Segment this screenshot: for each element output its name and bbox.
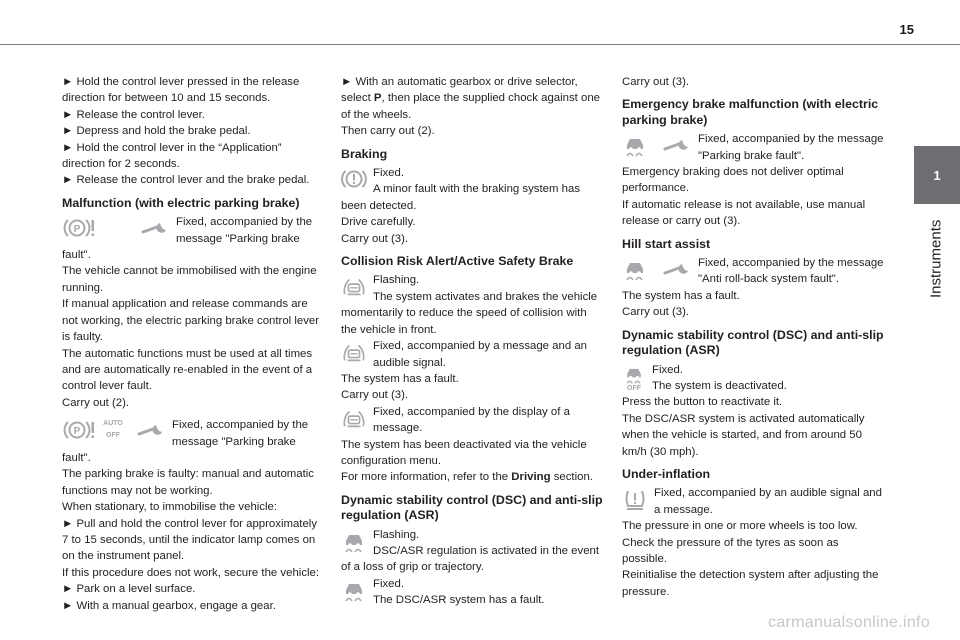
paragraph: The parking brake is faulty: manual and automatic functions may not be working. <box>62 468 314 497</box>
paragraph: Fixed, accompanied by the display of a message. <box>373 405 570 435</box>
paragraph: ► With an automatic gearbox or drive selector, select P, then place the supplied chock against one of the wheels. <box>341 76 601 121</box>
paragraph: Fixed. <box>652 363 684 376</box>
heading-dsc: Dynamic stability control (DSC) and anti-slip regulation (ASR) <box>341 492 603 523</box>
paragraph: The system activates and brakes the vehicle momentarily to reduce the speed of collision with the vehicle in front. <box>341 290 598 336</box>
off-label: OFF <box>627 384 641 392</box>
paragraph: The system has been deactivated via the vehicle configuration menu. <box>341 438 587 467</box>
warning-figure <box>341 166 367 192</box>
off-label: OFF <box>106 432 120 440</box>
column-3 <box>622 74 884 600</box>
parking-brake-warning-icon <box>62 215 96 241</box>
paragraph: Flashing. <box>373 274 420 287</box>
collision-alert-icon <box>341 273 367 299</box>
skid-car-icon <box>622 363 646 385</box>
fig-text: Fixed, accompanied by the message "Anti roll-back system fault". <box>698 257 884 286</box>
paragraph: Reinitialise the detection system after adjusting the pressure. <box>622 569 879 598</box>
paragraph: If manual application and release commands are not working, the electric parking brake control lever is faulty. <box>62 298 320 344</box>
paragraph: A minor fault with the braking system has been detected. <box>341 183 581 212</box>
paragraph: If automatic release is not available, use manual release or carry out (3). <box>622 198 866 228</box>
paragraph: Fixed. <box>373 167 405 180</box>
paragraph: Emergency braking does not deliver optimal performance. <box>622 166 844 195</box>
wrench-icon <box>662 138 692 152</box>
bullet: ► Depress and hold the brake pedal. <box>62 125 251 138</box>
heading-braking: Braking <box>341 146 388 161</box>
bullet: ► Hold the control lever in the “Application” direction for 2 seconds. <box>62 141 282 171</box>
paragraph: Fixed, accompanied by a message and an audible signal. <box>373 340 588 369</box>
chapter-tab[interactable]: 1 <box>914 146 960 204</box>
column-1 <box>62 74 324 614</box>
heading-dsc-off: Dynamic stability control (DSC) and anti-slip regulation (ASR) <box>622 327 884 358</box>
warning-figure <box>341 405 367 431</box>
paragraph: Carry out (2). <box>62 396 130 409</box>
paragraph: Flashing. <box>373 528 420 541</box>
parking-brake-warning-icon <box>62 417 96 443</box>
paragraph: The system is deactivated. <box>652 379 787 392</box>
paragraph: Fixed. <box>373 577 405 590</box>
auto-off-text <box>103 418 123 442</box>
paragraph: Press the button to reactivate it. <box>622 396 783 409</box>
section-label: Instruments <box>927 219 945 299</box>
skid-car-icon <box>622 256 648 282</box>
wrench-icon <box>140 221 170 235</box>
warning-figure <box>622 132 692 158</box>
fig-text: Fixed, accompanied by the message "Parking brake fault". <box>698 133 884 162</box>
paragraph: The vehicle cannot be immobilised with the engine running. <box>62 265 317 294</box>
paragraph: The DSC/ASR system has a fault. <box>373 594 545 607</box>
header-rule <box>0 44 960 45</box>
warning-figure <box>622 363 646 393</box>
auto-label: AUTO <box>103 420 123 428</box>
column-2 <box>341 74 605 609</box>
bullet: ► Pull and hold the control lever for approximately 7 to 15 seconds, until the indicator lamp comes on on the instrument panel. <box>62 517 318 563</box>
warning-figure <box>622 486 648 512</box>
fig-text: Fixed, accompanied by the message "Parking brake fault". <box>62 419 309 464</box>
fig-text: Fixed, accompanied by the message "Parking brake fault". <box>62 216 313 262</box>
fig-text: Fixed, accompanied by an audible signal and a message. <box>654 487 882 516</box>
warning-figure <box>341 528 367 554</box>
paragraph: Carry out (3). <box>622 306 690 319</box>
skid-car-icon <box>622 132 648 158</box>
bullet: ► Hold the control lever pressed in the release direction for between 10 and 15 seconds. <box>62 76 300 105</box>
warning-figure <box>622 256 692 282</box>
collision-alert-icon <box>341 339 367 365</box>
skid-car-icon <box>341 577 367 603</box>
bullet: ► Release the control lever and the brake pedal. <box>62 174 310 187</box>
paragraph: Then carry out (2). <box>341 125 435 138</box>
paragraph: Drive carefully. <box>341 216 416 229</box>
tyre-pressure-icon <box>622 486 648 512</box>
paragraph: The automatic functions must be used at all times and are automatically re-enabled in the event of a control lever fault. <box>62 347 313 393</box>
paragraph: If this procedure does not work, secure the vehicle: <box>62 566 320 579</box>
warning-figure <box>341 577 367 603</box>
skid-car-icon <box>341 528 367 554</box>
wrench-icon <box>662 262 692 276</box>
paragraph: When stationary, to immobilise the vehicle: <box>62 501 278 514</box>
warning-figure <box>341 339 367 365</box>
paragraph: The DSC/ASR system is activated automatically when the vehicle is started, and from around 50 km/h (30 mph). <box>622 412 865 458</box>
heading-under-inflation: Under-inflation <box>622 466 711 481</box>
paragraph: The system has a fault. <box>341 372 459 385</box>
wrench-icon <box>136 423 166 437</box>
paragraph: Carry out (3). <box>341 389 409 402</box>
paragraph: The pressure in one or more wheels is too low. <box>622 520 858 533</box>
heading-hill-start: Hill start assist <box>622 236 711 251</box>
watermark: carmanualsonline.info <box>768 614 930 631</box>
paragraph: The system has a fault. <box>622 289 740 302</box>
paragraph: DSC/ASR regulation is activated in the event of a loss of grip or trajectory. <box>341 544 600 574</box>
page-number: 15 <box>899 22 914 37</box>
heading-collision: Collision Risk Alert/Active Safety Brake <box>341 254 574 269</box>
heading-malfunction: Malfunction (with electric parking brake) <box>62 195 300 210</box>
bullet: ► Release the control lever. <box>62 108 205 121</box>
paragraph: Carry out (3). <box>622 76 690 88</box>
paragraph: Check the pressure of the tyres as soon as possible. <box>622 536 839 565</box>
collision-alert-icon <box>341 405 367 431</box>
warning-figure <box>62 417 166 443</box>
paragraph: Carry out (3). <box>341 232 409 245</box>
warning-figure <box>62 215 170 241</box>
heading-emergency-brake: Emergency brake malfunction (with electric parking brake) <box>622 97 879 127</box>
brake-warning-icon <box>341 166 367 192</box>
warning-figure <box>341 273 367 299</box>
bullet: ► Park on a level surface. <box>62 583 196 596</box>
paragraph: For more information, refer to the Driving section. <box>341 471 593 484</box>
bullet: ► With a manual gearbox, engage a gear. <box>62 599 276 612</box>
